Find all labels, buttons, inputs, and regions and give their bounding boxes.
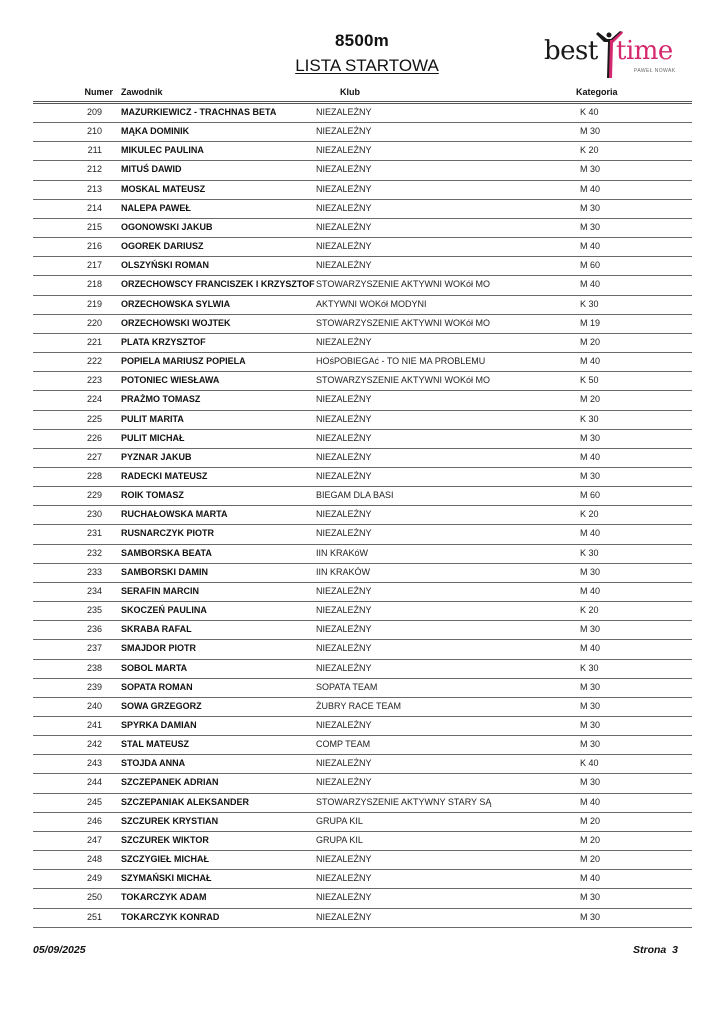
column-header-category: Kategoria xyxy=(576,87,618,97)
row-athlete-name: ORZECHOWSKI WOJTEK xyxy=(121,317,231,328)
row-athlete-name: POTONIEC WIESŁAWA xyxy=(121,375,220,386)
row-category: M 30 xyxy=(580,720,601,730)
row-athlete-name: PULIT MARITA xyxy=(121,413,184,424)
row-category: M 30 xyxy=(580,892,601,903)
row-athlete-name: ROIK TOMASZ xyxy=(121,490,184,501)
row-athlete-name: SZYMAŃSKI MICHAŁ xyxy=(121,873,212,884)
row-category: M 20 xyxy=(580,854,601,865)
row-club: NIEZALEŻNY xyxy=(316,241,372,252)
row-category: K 40 xyxy=(580,107,599,117)
row-category: M 30 xyxy=(580,164,601,175)
table-row xyxy=(0,832,724,851)
row-club: NIEZALEŻNY xyxy=(316,777,372,788)
row-number: 229 xyxy=(86,490,102,501)
table-row xyxy=(0,372,724,391)
row-number: 214 xyxy=(86,202,102,213)
row-category: M 20 xyxy=(580,815,601,826)
row-athlete-name: OGONOWSKI JAKUB xyxy=(121,221,213,232)
row-category: M 30 xyxy=(580,221,601,232)
row-number: 235 xyxy=(86,605,102,616)
row-club: NIEZALEŻNY xyxy=(316,624,372,635)
row-athlete-name: MITUŚ DAWID xyxy=(121,164,182,175)
table-row xyxy=(0,640,724,659)
table-row xyxy=(0,449,724,468)
row-club: NIEZALEŻNY xyxy=(316,107,372,117)
row-number: 242 xyxy=(86,739,102,750)
table-row xyxy=(0,909,724,928)
row-club: NIEZALEŻNY xyxy=(316,413,372,424)
row-number: 247 xyxy=(86,834,102,845)
row-club: GRUPA KIL xyxy=(316,834,363,845)
table-row xyxy=(0,679,724,698)
row-category: M 30 xyxy=(580,566,601,577)
row-category: K 30 xyxy=(580,547,599,558)
row-club: NIEZALEŻNY xyxy=(316,662,372,673)
footer-date: 05/09/2025 xyxy=(33,944,86,956)
row-club: NIEZALEŻNY xyxy=(316,164,372,175)
table-row xyxy=(0,411,724,430)
table-row xyxy=(0,755,724,774)
row-category: M 40 xyxy=(580,356,601,367)
table-row xyxy=(0,200,724,219)
table-row xyxy=(0,391,724,410)
row-number: 224 xyxy=(86,394,102,405)
row-athlete-name: OGOREK DARIUSZ xyxy=(121,241,204,252)
row-athlete-name: TOKARCZYK KONRAD xyxy=(121,911,220,922)
row-club: NIEZALEŻNY xyxy=(316,470,372,481)
table-row xyxy=(0,870,724,889)
row-number: 245 xyxy=(86,796,102,807)
table-row xyxy=(0,257,724,276)
row-athlete-name: SZCZYGIEŁ MICHAŁ xyxy=(121,854,209,865)
row-club: IIN KRAKóW xyxy=(316,547,369,558)
row-athlete-name: SAMBORSKI DAMIN xyxy=(121,566,208,577)
table-row xyxy=(0,238,724,257)
row-category: M 40 xyxy=(580,585,601,596)
footer-page-number: Strona 3 xyxy=(632,944,678,956)
column-header-number: Numer xyxy=(84,87,113,97)
row-number: 218 xyxy=(86,279,102,290)
row-category: M 30 xyxy=(580,432,601,443)
row-club: NIEZALEŻNY xyxy=(316,911,372,922)
row-athlete-name: PYZNAR JAKUB xyxy=(121,451,192,462)
row-club: NIEZALEŻNY xyxy=(316,758,372,769)
row-number: 228 xyxy=(86,470,102,481)
row-club: NIEZALEŻNY xyxy=(316,605,372,616)
row-category: M 30 xyxy=(580,202,601,213)
row-category: M 40 xyxy=(580,873,601,884)
row-club: NIEZALEŻNY xyxy=(316,873,372,884)
row-club: NIEZALEŻNY xyxy=(316,585,372,596)
row-club: COMP TEAM xyxy=(316,739,371,750)
table-row xyxy=(0,794,724,813)
row-club: NIEZALEŻNY xyxy=(316,126,372,137)
row-category: M 30 xyxy=(580,700,601,711)
row-athlete-name: RUCHAŁOWSKA MARTA xyxy=(121,509,228,520)
row-athlete-name: PLATA KRZYSZTOF xyxy=(121,336,206,347)
row-athlete-name: SAMBORSKA BEATA xyxy=(121,547,212,558)
row-club: NIEZALEŻNY xyxy=(316,145,372,156)
table-row xyxy=(0,296,724,315)
row-athlete-name: SKRABA RAFAL xyxy=(121,624,192,635)
table-row xyxy=(0,851,724,870)
row-number: 226 xyxy=(86,432,102,443)
row-number: 217 xyxy=(86,260,102,271)
row-athlete-name: ORZECHOWSCY FRANCISZEK I KRZYSZTOF xyxy=(121,279,315,290)
row-number: 233 xyxy=(86,566,102,577)
row-club: NIEZALEŻNY xyxy=(316,854,372,865)
row-athlete-name: POPIELA MARIUSZ POPIELA xyxy=(121,356,246,367)
row-club: NIEZALEŻNY xyxy=(316,202,372,213)
row-category: K 50 xyxy=(580,375,599,386)
row-number: 234 xyxy=(86,585,102,596)
row-club: NIEZALEŻNY xyxy=(316,336,372,347)
table-row xyxy=(0,889,724,908)
row-athlete-name: OLSZYŃSKI ROMAN xyxy=(121,260,210,271)
row-club: NIEZALEŻNY xyxy=(316,432,372,443)
row-athlete-name: MAZURKIEWICZ - TRACHNAS BETA xyxy=(121,107,277,117)
row-category: M 40 xyxy=(580,796,601,807)
row-club: STOWARZYSZENIE AKTYWNI WOKół MO xyxy=(316,375,491,386)
row-number: 219 xyxy=(86,298,102,309)
table-row xyxy=(0,525,724,544)
row-category: M 30 xyxy=(580,911,601,922)
row-club: NIEZALEŻNY xyxy=(316,720,372,730)
row-number: 244 xyxy=(86,777,102,788)
table-row xyxy=(0,564,724,583)
row-club: SOPATA TEAM xyxy=(316,681,378,692)
row-athlete-name: SKOCZEŃ PAULINA xyxy=(121,605,207,616)
row-club: NIEZALEŻNY xyxy=(316,643,372,654)
row-athlete-name: MOSKAL MATEUSZ xyxy=(121,183,206,194)
row-number: 212 xyxy=(86,164,102,175)
logo-subtitle: PAWEŁ NOWAK xyxy=(634,68,676,74)
row-number: 209 xyxy=(86,107,102,117)
row-category: M 30 xyxy=(580,470,601,481)
row-number: 227 xyxy=(86,451,102,462)
row-athlete-name: SOPATA ROMAN xyxy=(121,681,193,692)
row-athlete-name: PRAŻMO TOMASZ xyxy=(121,394,201,405)
best-time-logo xyxy=(542,28,678,80)
logo-word-best: best xyxy=(544,36,598,66)
row-category: M 30 xyxy=(580,739,601,750)
row-athlete-name: SMAJDOR PIOTR xyxy=(121,643,197,654)
row-number: 236 xyxy=(86,624,102,635)
logo-word-time: time xyxy=(616,36,673,66)
row-number: 243 xyxy=(86,758,102,769)
row-club: GRUPA KIL xyxy=(316,815,363,826)
header-divider xyxy=(33,101,692,102)
row-club: STOWARZYSZENIE AKTYWNI WOKół MO xyxy=(316,317,491,328)
table-row xyxy=(0,161,724,180)
table-row xyxy=(0,506,724,525)
row-club: NIEZALEŻNY xyxy=(316,183,372,194)
row-athlete-name: ORZECHOWSKA SYLWIA xyxy=(121,298,231,309)
table-row xyxy=(0,660,724,679)
row-club: NIEZALEŻNY xyxy=(316,528,372,539)
row-number: 230 xyxy=(86,509,102,520)
row-number: 225 xyxy=(86,413,102,424)
column-header-club: Klub xyxy=(340,87,360,97)
row-number: 231 xyxy=(86,528,102,539)
row-club: BIEGAM DLA BASI xyxy=(316,490,394,501)
row-number: 251 xyxy=(86,911,102,922)
table-row xyxy=(0,104,724,123)
table-row xyxy=(0,698,724,717)
row-category: M 40 xyxy=(580,643,601,654)
row-club: ŻUBRY RACE TEAM xyxy=(316,700,402,711)
row-number: 238 xyxy=(86,662,102,673)
row-number: 221 xyxy=(86,336,102,347)
table-row xyxy=(0,736,724,755)
table-row xyxy=(0,334,724,353)
row-club: NIEZALEŻNY xyxy=(316,394,372,405)
row-club: AKTYWNI WOKół MODYNI xyxy=(316,298,427,309)
table-row xyxy=(0,545,724,564)
row-number: 248 xyxy=(86,854,102,865)
row-category: K 20 xyxy=(580,509,599,520)
table-row xyxy=(0,602,724,621)
row-athlete-name: STOJDA ANNA xyxy=(121,758,186,769)
row-number: 246 xyxy=(86,815,102,826)
row-number: 213 xyxy=(86,183,102,194)
row-number: 237 xyxy=(86,643,102,654)
row-number: 232 xyxy=(86,547,102,558)
row-category: K 30 xyxy=(580,298,599,309)
row-category: M 20 xyxy=(580,336,601,347)
row-athlete-name: SZCZUREK KRYSTIAN xyxy=(121,815,219,826)
row-athlete-name: SPYRKA DAMIAN xyxy=(121,720,197,730)
table-row xyxy=(0,583,724,602)
row-category: M 30 xyxy=(580,624,601,635)
row-category: M 30 xyxy=(580,126,601,137)
row-club: NIEZALEŻNY xyxy=(316,451,372,462)
row-category: M 40 xyxy=(580,183,601,194)
table-row xyxy=(0,621,724,640)
row-number: 210 xyxy=(86,126,102,137)
table-row xyxy=(0,123,724,142)
table-row xyxy=(0,276,724,295)
row-athlete-name: SOBOL MARTA xyxy=(121,662,188,673)
row-number: 241 xyxy=(86,720,102,730)
table-row xyxy=(0,468,724,487)
row-number: 211 xyxy=(87,145,102,156)
row-category: K 20 xyxy=(580,605,599,616)
table-row xyxy=(0,353,724,372)
table-row xyxy=(0,774,724,793)
row-athlete-name: STAL MATEUSZ xyxy=(121,739,189,750)
row-category: M 40 xyxy=(580,241,601,252)
table-row xyxy=(0,717,724,736)
table-row xyxy=(0,487,724,506)
row-athlete-name: TOKARCZYK ADAM xyxy=(121,892,207,903)
row-number: 215 xyxy=(86,221,102,232)
row-number: 222 xyxy=(86,356,102,367)
table-row xyxy=(0,181,724,200)
row-athlete-name: SZCZEPANIAK ALEKSANDER xyxy=(121,796,250,807)
row-category: K 20 xyxy=(580,145,599,156)
row-number: 220 xyxy=(86,317,102,328)
page-title-text: LISTA STARTOWA xyxy=(295,56,439,75)
start-list-table xyxy=(0,104,724,928)
row-athlete-name: SOWA GRZEGORZ xyxy=(121,700,202,711)
row-category: M 20 xyxy=(580,834,601,845)
distance-title: 8500m xyxy=(335,31,389,50)
row-club: STOWARZYSZENIE AKTYWNI WOKół MO xyxy=(316,279,491,290)
column-header-name: Zawodnik xyxy=(121,87,163,97)
row-category: M 30 xyxy=(580,681,601,692)
row-category: K 40 xyxy=(580,758,599,769)
row-category: M 30 xyxy=(580,777,601,788)
row-number: 223 xyxy=(86,375,102,386)
row-athlete-name: MIKULEC PAULINA xyxy=(121,145,204,156)
row-athlete-name: PULIT MICHAŁ xyxy=(121,432,185,443)
row-number: 239 xyxy=(86,681,102,692)
row-category: K 30 xyxy=(580,413,599,424)
table-row xyxy=(0,142,724,161)
row-club: IIN KRAKÓW xyxy=(316,566,371,577)
row-category: M 20 xyxy=(580,394,601,405)
row-category: M 60 xyxy=(580,260,601,271)
row-club: NIEZALEŻNY xyxy=(316,260,372,271)
row-number: 249 xyxy=(86,873,102,884)
row-club: NIEZALEŻNY xyxy=(316,509,372,520)
row-category: M 40 xyxy=(580,528,601,539)
row-athlete-name: RADECKI MATEUSZ xyxy=(121,470,208,481)
row-club: STOWARZYSZENIE AKTYWNY STARY SĄ xyxy=(316,796,492,807)
row-number: 250 xyxy=(86,892,102,903)
table-row xyxy=(0,813,724,832)
row-club: HOśPOBIEGAć - TO NIE MA PROBLEMU xyxy=(316,356,486,367)
table-row xyxy=(0,430,724,449)
row-category: M 60 xyxy=(580,490,601,501)
row-athlete-name: SZCZEPANEK ADRIAN xyxy=(121,777,219,788)
row-athlete-name: SZCZUREK WIKTOR xyxy=(121,834,209,845)
row-club: NIEZALEŻNY xyxy=(316,221,372,232)
row-category: K 30 xyxy=(580,662,599,673)
row-athlete-name: SERAFIN MARCIN xyxy=(121,585,199,596)
table-row xyxy=(0,219,724,238)
row-athlete-name: NALEPA PAWEŁ xyxy=(121,202,191,213)
row-club: NIEZALEŻNY xyxy=(316,892,372,903)
row-number: 240 xyxy=(86,700,102,711)
row-number: 216 xyxy=(86,241,102,252)
row-athlete-name: RUSNARCZYK PIOTR xyxy=(121,528,215,539)
row-athlete-name: MĄKA DOMINIK xyxy=(121,126,190,137)
table-row xyxy=(0,315,724,334)
row-divider xyxy=(33,927,692,928)
row-category: M 19 xyxy=(580,317,601,328)
row-category: M 40 xyxy=(580,279,601,290)
row-category: M 40 xyxy=(580,451,601,462)
